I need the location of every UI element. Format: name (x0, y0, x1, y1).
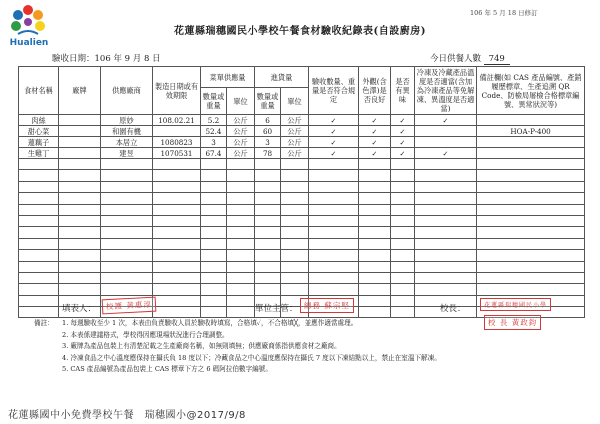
table-row-empty (19, 272, 585, 283)
cell-brand (59, 137, 101, 148)
note-item: 3. 廠牌為產品包裝上有清楚記載之生產廠商名稱，如無則填無；供應廠商係指供應食材之廠商。 (62, 342, 341, 351)
cell-order-unit: 公斤 (227, 148, 255, 159)
cell-cold-chain (415, 126, 477, 137)
note-item: 2. 本表係建議格式，學校得因應現場狀況進行合理調整。 (62, 330, 229, 339)
cell-weight-check: ✓ (309, 126, 359, 137)
cell-order-unit: 公斤 (227, 115, 255, 126)
header-order-qty: 數量或重量 (201, 88, 227, 115)
meal-count (430, 52, 510, 65)
header-order-unit: 單位 (227, 88, 255, 115)
cell-remark (477, 148, 585, 159)
cell-order-unit: 公斤 (227, 126, 255, 137)
cell-mfg: 108.02.21 (153, 115, 201, 126)
cell-order-qty: 5.2 (201, 115, 227, 126)
cell-appearance: ✓ (359, 148, 391, 159)
principal-stamp-name: 校 長 黃政鈞 (484, 315, 541, 330)
cell-appearance: ✓ (359, 137, 391, 148)
cell-cold-chain: ✓ (415, 115, 477, 126)
table-row-empty (19, 159, 585, 170)
header-remarks: 備註欄(如 CAS 產品編號、產銷履歷標章、生產追溯 QR Code、防檢局屠檢合格標章編號、異常狀況等) (477, 67, 585, 115)
notes-label: 備註： (34, 319, 54, 327)
table-row-empty (19, 250, 585, 261)
revision-date: 106 年 5 月 18 日修訂 (470, 9, 538, 17)
cell-brand (59, 115, 101, 126)
cell-brand (59, 148, 101, 159)
cell-food-name: 肉絲 (19, 115, 59, 126)
cell-food-name: 生雞丁 (19, 148, 59, 159)
cell-received-unit: 公斤 (281, 115, 309, 126)
header-cold-chain: 冷凍及冷藏產品溫度是否適當(含加為冷凍產品等免解凍、異溫度是否適當) (415, 67, 477, 115)
note-item: 4. 冷凍食品之中心溫度應保持在攝氏負 18 度以下；冷藏食品之中心溫度應保持在攝氏 7 度以下凍結點以上，禁止在室溫下解凍。 (62, 353, 441, 362)
table-row-empty (19, 227, 585, 238)
cell-cold-chain (415, 137, 477, 148)
inspection-date (52, 52, 161, 64)
cell-remark (477, 115, 585, 126)
header-food-name: 食材名稱 (19, 67, 59, 115)
cell-odor: ✓ (391, 126, 415, 137)
cell-received-unit: 公斤 (281, 137, 309, 148)
cell-order-qty: 52.4 (201, 126, 227, 137)
cell-appearance: ✓ (359, 126, 391, 137)
notes-list (34, 318, 574, 376)
header-appearance: 外觀(含色澤)是否良好 (359, 67, 391, 115)
cell-supplier: 原妙 (101, 115, 153, 126)
table-row (19, 115, 585, 126)
cell-received-qty: 6 (255, 115, 281, 126)
cell-order-unit: 公斤 (227, 137, 255, 148)
cell-supplier: 建昱 (101, 148, 153, 159)
cell-odor: ✓ (391, 148, 415, 159)
cell-weight-check: ✓ (309, 115, 359, 126)
header-received-unit: 單位 (281, 88, 309, 115)
filler-label: 填表人： (62, 304, 97, 314)
cell-remark: HOA-P-400 (477, 126, 585, 137)
table-row-empty (19, 238, 585, 249)
header-odor: 是否有異味 (391, 67, 415, 115)
cell-food-name: 蓮藕子 (19, 137, 59, 148)
table-row (19, 126, 585, 137)
cell-food-name: 甜心菜 (19, 126, 59, 137)
cell-supplier: 和園有機 (101, 126, 153, 137)
cell-weight-check: ✓ (309, 148, 359, 159)
cell-weight-check: ✓ (309, 137, 359, 148)
header-order-group: 菜單供應量 (201, 67, 255, 88)
logo-text: Hualien (9, 38, 49, 48)
header-received-group: 進貨量 (255, 67, 309, 88)
cell-appearance: ✓ (359, 115, 391, 126)
header-received-qty: 數量或重量 (255, 88, 281, 115)
table-row-empty (19, 181, 585, 192)
cell-remark (477, 137, 585, 148)
table-row-empty (19, 170, 585, 181)
principal-signature (440, 302, 466, 314)
note-item: 1. 每週驗收至少 1 次，本表由負責驗收人員於驗收時填寫，合格填✓，不合格填╳，並應作適當處理。 (62, 319, 358, 327)
cell-cold-chain: ✓ (415, 148, 477, 159)
table-row (19, 148, 585, 159)
cell-supplier: 本居立 (101, 137, 153, 148)
unit-head-signature (255, 302, 298, 314)
meal-count-value: 749 (484, 54, 510, 65)
cell-order-qty: 3 (201, 137, 227, 148)
table-row-empty (19, 193, 585, 204)
table-row-empty (19, 261, 585, 272)
table-row-empty (19, 215, 585, 226)
inspection-date-label: 驗收日期： (52, 54, 95, 64)
header-weight-check: 驗收數量、重量是否符合規定 (309, 67, 359, 115)
header-manufacture-date: 製造日期或有效期限 (153, 67, 201, 115)
header-supplier: 供應廠商 (101, 67, 153, 115)
cell-mfg: 1080823 (153, 137, 201, 148)
inspection-date-value: 106 年 9 月 8 日 (94, 54, 161, 64)
cell-mfg (153, 126, 201, 137)
unit-head-stamp: 總務 蘇宗堅 (300, 298, 354, 313)
cell-brand (59, 126, 101, 137)
table-row-empty (19, 204, 585, 215)
unit-head-label: 單位主管： (255, 304, 298, 314)
cell-received-unit: 公斤 (281, 148, 309, 159)
note-item: 5. CAS 產品編號為產品包裝上 CAS 標章下方之 6 碼阿拉伯數字編號。 (62, 365, 272, 374)
cell-odor: ✓ (391, 115, 415, 126)
filler-signature (62, 302, 96, 314)
principal-stamp-school: 花蓮縣瑞穗國民小學 (480, 298, 551, 311)
notes-section (34, 318, 574, 376)
cell-order-qty: 67.4 (201, 148, 227, 159)
cell-mfg: 1070531 (153, 148, 201, 159)
cell-received-qty: 3 (255, 137, 281, 148)
cell-odor: ✓ (391, 137, 415, 148)
table-row (19, 137, 585, 148)
header-brand: 廠牌 (59, 67, 101, 115)
cell-received-qty: 60 (255, 126, 281, 137)
meal-count-label: 今日供餐人數 (430, 54, 482, 64)
table-row-empty (19, 284, 585, 295)
cell-received-qty: 78 (255, 148, 281, 159)
principal-label: 校長： (440, 304, 466, 314)
inspection-table (18, 66, 585, 318)
page-title: 花蓮縣瑞穗國民小學校午餐食材驗收紀錄表(自設廚房) (174, 26, 426, 37)
filler-stamp: 校護 黃惠淳 (102, 297, 157, 315)
cell-received-unit: 公斤 (281, 126, 309, 137)
footer-caption: 花蓮縣國中小免費學校午餐 瑞穗國小@2017/9/8 (8, 410, 246, 421)
